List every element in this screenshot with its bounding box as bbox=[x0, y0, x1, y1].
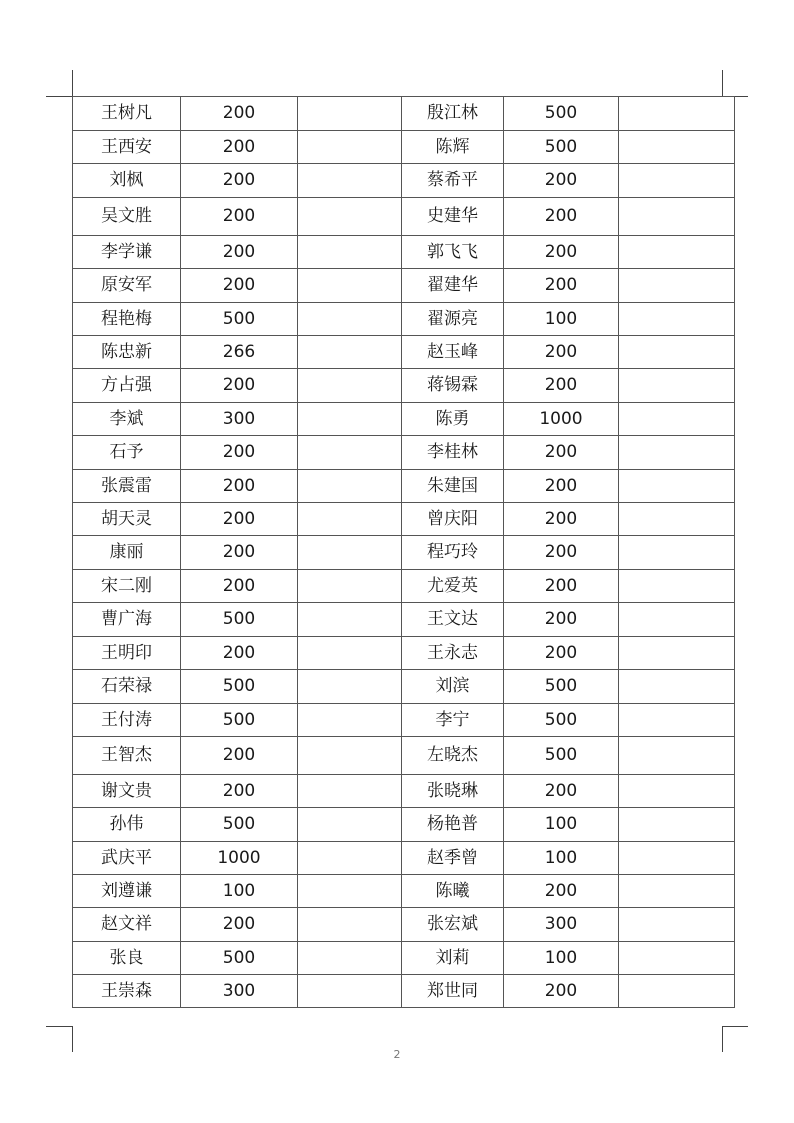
blank-cell bbox=[619, 470, 735, 503]
amount-cell: 100 bbox=[504, 808, 619, 842]
donor-name-cell: 王树凡 bbox=[73, 97, 181, 131]
amount-cell: 200 bbox=[504, 975, 619, 1008]
blank-cell bbox=[619, 97, 735, 131]
table-row bbox=[73, 942, 735, 975]
table-row bbox=[73, 808, 735, 842]
blank-cell bbox=[298, 842, 402, 875]
blank-cell bbox=[619, 704, 735, 737]
blank-cell bbox=[619, 269, 735, 303]
blank-cell bbox=[298, 637, 402, 670]
amount-cell: 500 bbox=[181, 704, 298, 737]
table-row bbox=[73, 775, 735, 808]
donor-name-cell: 蒋锡霖 bbox=[402, 369, 504, 403]
blank-cell bbox=[298, 737, 402, 775]
amount-cell: 1000 bbox=[504, 403, 619, 436]
donor-name-cell: 陈辉 bbox=[402, 131, 504, 164]
table-row bbox=[73, 670, 735, 704]
blank-cell bbox=[298, 198, 402, 236]
donor-name-cell: 赵玉峰 bbox=[402, 336, 504, 369]
amount-cell: 200 bbox=[181, 908, 298, 942]
donor-name-cell: 吴文胜 bbox=[73, 198, 181, 236]
donor-name-cell: 程艳梅 bbox=[73, 303, 181, 336]
table-row bbox=[73, 570, 735, 603]
table-row bbox=[73, 704, 735, 737]
blank-cell bbox=[619, 637, 735, 670]
amount-cell: 200 bbox=[181, 436, 298, 470]
donor-name-cell: 石予 bbox=[73, 436, 181, 470]
blank-cell bbox=[298, 369, 402, 403]
donor-name-cell: 刘莉 bbox=[402, 942, 504, 975]
table-row bbox=[73, 842, 735, 875]
amount-cell: 200 bbox=[181, 236, 298, 269]
amount-cell: 100 bbox=[504, 942, 619, 975]
blank-cell bbox=[619, 942, 735, 975]
crop-mark-top-left-h bbox=[46, 96, 72, 97]
amount-cell: 200 bbox=[504, 369, 619, 403]
donor-name-cell: 殷江林 bbox=[402, 97, 504, 131]
amount-cell: 500 bbox=[181, 808, 298, 842]
blank-cell bbox=[298, 336, 402, 369]
table-row bbox=[73, 908, 735, 942]
blank-cell bbox=[619, 503, 735, 536]
table-row bbox=[73, 975, 735, 1008]
donor-name-cell: 胡天灵 bbox=[73, 503, 181, 536]
blank-cell bbox=[298, 436, 402, 470]
amount-cell: 100 bbox=[181, 875, 298, 908]
blank-cell bbox=[298, 236, 402, 269]
donation-table bbox=[72, 96, 735, 1008]
donor-name-cell: 张宏斌 bbox=[402, 908, 504, 942]
table-row bbox=[73, 603, 735, 637]
donor-name-cell: 朱建国 bbox=[402, 470, 504, 503]
table-row bbox=[73, 131, 735, 164]
crop-mark-bottom-right-h bbox=[722, 1026, 748, 1027]
blank-cell bbox=[298, 908, 402, 942]
blank-cell bbox=[619, 198, 735, 236]
blank-cell bbox=[619, 975, 735, 1008]
blank-cell bbox=[619, 737, 735, 775]
table-row bbox=[73, 369, 735, 403]
blank-cell bbox=[619, 236, 735, 269]
table-row bbox=[73, 336, 735, 369]
donor-name-cell: 翟建华 bbox=[402, 269, 504, 303]
table-row bbox=[73, 303, 735, 336]
donor-name-cell: 原安军 bbox=[73, 269, 181, 303]
amount-cell: 500 bbox=[504, 670, 619, 704]
donor-name-cell: 王文达 bbox=[402, 603, 504, 637]
blank-cell bbox=[619, 436, 735, 470]
blank-cell bbox=[619, 670, 735, 704]
donor-name-cell: 张晓琳 bbox=[402, 775, 504, 808]
table-row bbox=[73, 536, 735, 570]
donor-name-cell: 王西安 bbox=[73, 131, 181, 164]
amount-cell: 200 bbox=[504, 236, 619, 269]
amount-cell: 300 bbox=[181, 403, 298, 436]
blank-cell bbox=[298, 97, 402, 131]
amount-cell: 200 bbox=[181, 269, 298, 303]
amount-cell: 200 bbox=[181, 737, 298, 775]
blank-cell bbox=[619, 570, 735, 603]
blank-cell bbox=[298, 942, 402, 975]
blank-cell bbox=[298, 269, 402, 303]
donor-name-cell: 李学谦 bbox=[73, 236, 181, 269]
amount-cell: 200 bbox=[181, 775, 298, 808]
amount-cell: 200 bbox=[181, 503, 298, 536]
table-row bbox=[73, 436, 735, 470]
amount-cell: 200 bbox=[504, 470, 619, 503]
amount-cell: 266 bbox=[181, 336, 298, 369]
donation-table-body bbox=[73, 97, 735, 1008]
table-row bbox=[73, 269, 735, 303]
blank-cell bbox=[619, 403, 735, 436]
blank-cell bbox=[298, 131, 402, 164]
blank-cell bbox=[619, 775, 735, 808]
donor-name-cell: 孙伟 bbox=[73, 808, 181, 842]
table-row bbox=[73, 164, 735, 198]
table-row bbox=[73, 637, 735, 670]
donor-name-cell: 王崇森 bbox=[73, 975, 181, 1008]
blank-cell bbox=[619, 303, 735, 336]
donor-name-cell: 李宁 bbox=[402, 704, 504, 737]
donor-name-cell: 王智杰 bbox=[73, 737, 181, 775]
blank-cell bbox=[298, 875, 402, 908]
table-row bbox=[73, 236, 735, 269]
blank-cell bbox=[298, 503, 402, 536]
blank-cell bbox=[298, 403, 402, 436]
blank-cell bbox=[619, 875, 735, 908]
donor-name-cell: 曾庆阳 bbox=[402, 503, 504, 536]
donor-name-cell: 陈曦 bbox=[402, 875, 504, 908]
amount-cell: 1000 bbox=[181, 842, 298, 875]
donor-name-cell: 张震雷 bbox=[73, 470, 181, 503]
amount-cell: 500 bbox=[504, 704, 619, 737]
donor-name-cell: 杨艳普 bbox=[402, 808, 504, 842]
blank-cell bbox=[619, 808, 735, 842]
blank-cell bbox=[619, 131, 735, 164]
donor-name-cell: 赵季曾 bbox=[402, 842, 504, 875]
page-number: 2 bbox=[393, 1048, 401, 1061]
amount-cell: 300 bbox=[504, 908, 619, 942]
blank-cell bbox=[298, 603, 402, 637]
amount-cell: 200 bbox=[504, 570, 619, 603]
amount-cell: 500 bbox=[504, 97, 619, 131]
donor-name-cell: 曹广海 bbox=[73, 603, 181, 637]
amount-cell: 200 bbox=[504, 436, 619, 470]
blank-cell bbox=[298, 704, 402, 737]
blank-cell bbox=[298, 670, 402, 704]
blank-cell bbox=[298, 775, 402, 808]
amount-cell: 200 bbox=[181, 164, 298, 198]
amount-cell: 500 bbox=[181, 670, 298, 704]
amount-cell: 200 bbox=[504, 164, 619, 198]
donor-name-cell: 王永志 bbox=[402, 637, 504, 670]
amount-cell: 200 bbox=[504, 637, 619, 670]
amount-cell: 500 bbox=[181, 942, 298, 975]
donor-name-cell: 刘滨 bbox=[402, 670, 504, 704]
blank-cell bbox=[298, 164, 402, 198]
table-row bbox=[73, 875, 735, 908]
amount-cell: 200 bbox=[504, 336, 619, 369]
donor-name-cell: 方占强 bbox=[73, 369, 181, 403]
donor-name-cell: 石荣禄 bbox=[73, 670, 181, 704]
blank-cell bbox=[619, 842, 735, 875]
blank-cell bbox=[298, 470, 402, 503]
amount-cell: 200 bbox=[504, 269, 619, 303]
table-row bbox=[73, 503, 735, 536]
amount-cell: 200 bbox=[181, 131, 298, 164]
donor-name-cell: 史建华 bbox=[402, 198, 504, 236]
amount-cell: 100 bbox=[504, 303, 619, 336]
table-row bbox=[73, 470, 735, 503]
blank-cell bbox=[619, 536, 735, 570]
blank-cell bbox=[619, 164, 735, 198]
table-row bbox=[73, 737, 735, 775]
amount-cell: 200 bbox=[181, 97, 298, 131]
donor-name-cell: 刘枫 bbox=[73, 164, 181, 198]
table-row bbox=[73, 97, 735, 131]
amount-cell: 200 bbox=[504, 603, 619, 637]
table-row bbox=[73, 403, 735, 436]
crop-mark-bottom-left-h bbox=[46, 1026, 72, 1027]
amount-cell: 200 bbox=[504, 775, 619, 808]
crop-mark-top-right-v bbox=[722, 70, 723, 96]
amount-cell: 200 bbox=[504, 875, 619, 908]
amount-cell: 200 bbox=[504, 198, 619, 236]
amount-cell: 500 bbox=[504, 737, 619, 775]
blank-cell bbox=[298, 536, 402, 570]
amount-cell: 200 bbox=[181, 198, 298, 236]
blank-cell bbox=[298, 808, 402, 842]
donor-name-cell: 宋二刚 bbox=[73, 570, 181, 603]
donor-name-cell: 尤爱英 bbox=[402, 570, 504, 603]
donor-name-cell: 郑世同 bbox=[402, 975, 504, 1008]
donor-name-cell: 赵文祥 bbox=[73, 908, 181, 942]
blank-cell bbox=[619, 908, 735, 942]
donor-name-cell: 翟源亮 bbox=[402, 303, 504, 336]
amount-cell: 500 bbox=[181, 303, 298, 336]
amount-cell: 200 bbox=[181, 536, 298, 570]
table-row bbox=[73, 198, 735, 236]
donor-name-cell: 王付涛 bbox=[73, 704, 181, 737]
donor-name-cell: 程巧玲 bbox=[402, 536, 504, 570]
donor-name-cell: 王明印 bbox=[73, 637, 181, 670]
donor-name-cell: 郭飞飞 bbox=[402, 236, 504, 269]
amount-cell: 200 bbox=[181, 570, 298, 603]
donor-name-cell: 左晓杰 bbox=[402, 737, 504, 775]
amount-cell: 500 bbox=[504, 131, 619, 164]
donor-name-cell: 李桂林 bbox=[402, 436, 504, 470]
blank-cell bbox=[619, 336, 735, 369]
donor-name-cell: 谢文贵 bbox=[73, 775, 181, 808]
blank-cell bbox=[298, 303, 402, 336]
donor-name-cell: 蔡希平 bbox=[402, 164, 504, 198]
donor-name-cell: 李斌 bbox=[73, 403, 181, 436]
donor-name-cell: 张良 bbox=[73, 942, 181, 975]
donor-name-cell: 陈忠新 bbox=[73, 336, 181, 369]
amount-cell: 200 bbox=[504, 503, 619, 536]
blank-cell bbox=[298, 570, 402, 603]
blank-cell bbox=[619, 369, 735, 403]
amount-cell: 200 bbox=[504, 536, 619, 570]
crop-mark-top-left-v bbox=[72, 70, 73, 96]
amount-cell: 100 bbox=[504, 842, 619, 875]
donor-name-cell: 陈勇 bbox=[402, 403, 504, 436]
amount-cell: 200 bbox=[181, 369, 298, 403]
amount-cell: 200 bbox=[181, 470, 298, 503]
amount-cell: 200 bbox=[181, 637, 298, 670]
blank-cell bbox=[298, 975, 402, 1008]
amount-cell: 300 bbox=[181, 975, 298, 1008]
donor-name-cell: 刘遵谦 bbox=[73, 875, 181, 908]
donor-name-cell: 康丽 bbox=[73, 536, 181, 570]
amount-cell: 500 bbox=[181, 603, 298, 637]
blank-cell bbox=[619, 603, 735, 637]
donor-name-cell: 武庆平 bbox=[73, 842, 181, 875]
